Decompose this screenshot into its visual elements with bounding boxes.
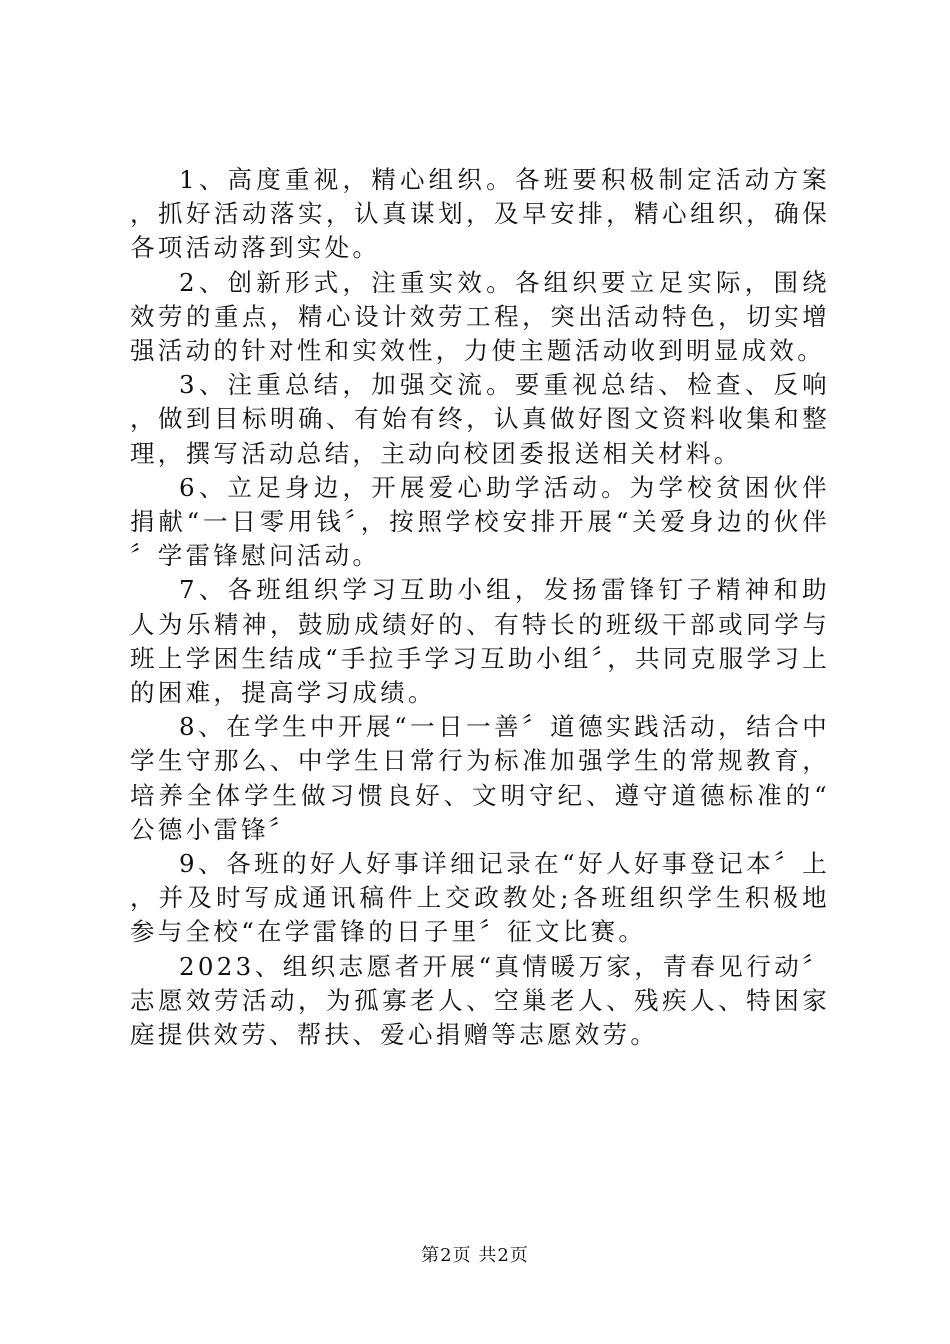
paragraph-1: 1、高度重视，精心组织。各班要积极制定活动方案，抓好活动落实，认真谋划，及早安排，精心组织，确保各项活动落到实处。 <box>130 165 830 263</box>
paragraph-9: 9、各班的好人好事详细记录在“好人好事登记本〞上，并及时写成通讯稿件上交政教处;各班组织学生积极地参与全校“在学雷锋的日子里〞征文比赛。 <box>130 849 830 947</box>
document-body <box>130 163 830 1052</box>
paragraph-2: 2、创新形式，注重实效。各组织要立足实际，围绕效劳的重点，精心设计效劳工程，突出活动特色，切实增强活动的针对性和实效性，力使主题活动收到明显成效。 <box>130 267 830 366</box>
paragraph-6: 6、立足身边，开展爱心助学活动。为学校贫困伙伴捐献“一日零用钱〞，按照学校安排开展“关爱身边的伙伴〞学雷锋慰问活动。 <box>130 472 830 571</box>
paragraph-7: 7、各班组织学习互助小组，发扬雷锋钉子精神和助人为乐精神，鼓励成绩好的、有特长的班级干部或同学与班上学困生结成“手拉手学习互助小组〞，共同克服学习上的困难，提高学习成绩。 <box>130 575 830 708</box>
paragraph-8: 8、在学生中开展“一日一善〞道德实践活动，结合中学生守那么、中学生日常行为标准加强学生的常规教育，培养全体学生做习惯良好、文明守纪、遵守道德标准的“公德小雷锋〞 <box>130 712 830 844</box>
paragraph-2023: 2023、组织志愿者开展“真情暖万家，青春见行动〞志愿效劳活动，为孤寡老人、空巢老人、残疾人、特困家庭提供效劳、帮扶、爱心捐赠等志愿效劳。 <box>130 951 830 1050</box>
paragraph-3: 3、注重总结，加强交流。要重视总结、检查、反响，做到目标明确、有始有终，认真做好图文资料收集和整理，撰写活动总结，主动向校团委报送相关材料。 <box>130 370 830 468</box>
page-number-footer: 第2页 共2页 <box>421 1245 529 1266</box>
